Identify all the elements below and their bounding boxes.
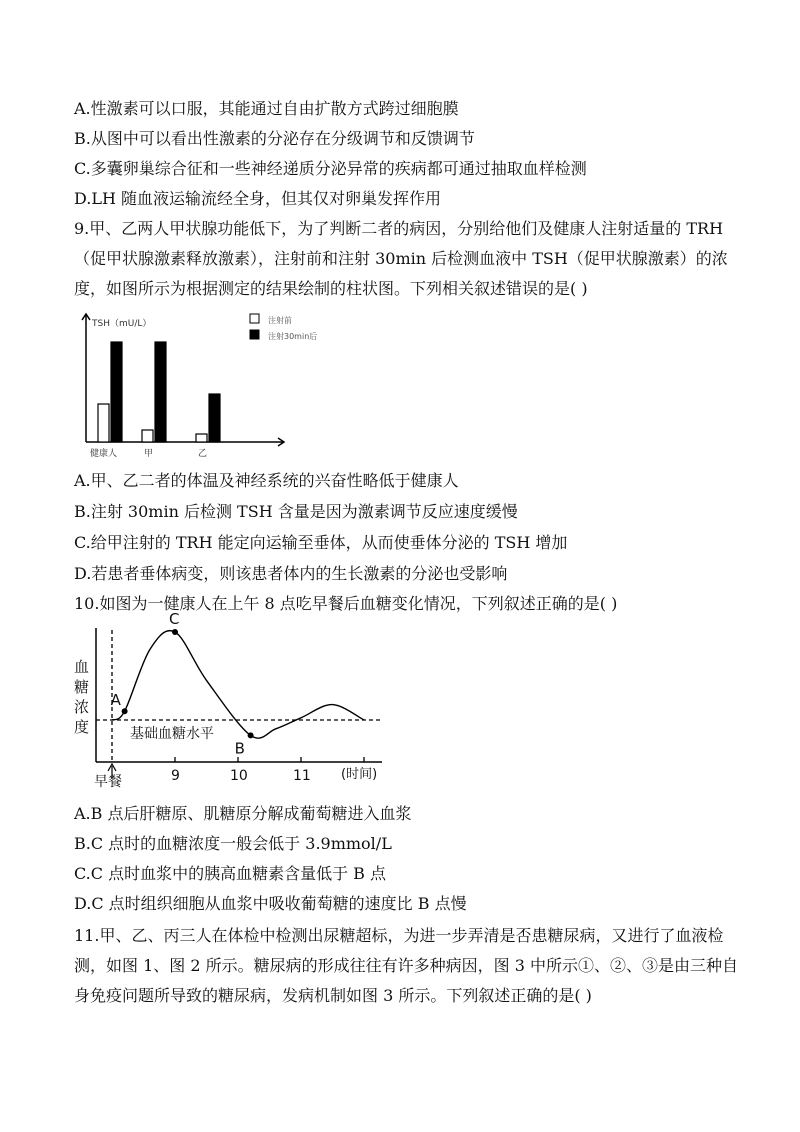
x-tick-label-9: 9 xyxy=(171,768,180,784)
y-axis-label-char-3: 度 xyxy=(74,718,90,736)
bar-after-1 xyxy=(155,342,166,442)
point-B xyxy=(248,732,254,738)
q9-option-b: B.注射 30min 后检测 TSH 含量是因为激素调节反应速度缓慢 xyxy=(74,502,518,521)
q9-option-d: D.若患者垂体病变，则该患者体内的生长激素的分泌也受影响 xyxy=(74,564,508,583)
x-tick-label-2: 乙 xyxy=(198,449,208,459)
q10-option-b: B.C 点时的血糖浓度一般会低于 3.9mmol/L xyxy=(74,834,392,853)
point-label-B: B xyxy=(234,739,245,758)
q10-stem: 10.如图为一健康人在上午 8 点吃早餐后血糖变化情况，下列叙述正确的是( ) xyxy=(74,594,618,613)
point-label-C: C xyxy=(169,610,180,628)
bar-after-0 xyxy=(111,342,122,442)
bar-after-2 xyxy=(209,394,220,442)
x-axis-end-label: (时间) xyxy=(341,767,378,782)
baseline-label: 基础血糖水平 xyxy=(130,726,214,742)
x-tick-label-11: 11 xyxy=(293,768,311,784)
bar-before-1 xyxy=(142,430,153,442)
q10-option-d: D.C 点时组织细胞从血浆中吸收葡萄糖的速度比 B 点慢 xyxy=(74,894,467,913)
q10-option-c: C.C 点时血浆中的胰高血糖素含量低于 B 点 xyxy=(74,864,387,883)
point-label-A: A xyxy=(110,691,121,710)
q9-option-c: C.给甲注射的 TRH 能定向运输至垂体，从而使垂体分泌的 TSH 增加 xyxy=(74,533,568,552)
y-axis-label: TSH（mU/L） xyxy=(92,319,152,329)
q10-option-a: A.B 点后肝糖原、肌糖原分解成葡萄糖进入血浆 xyxy=(74,804,412,823)
q9-stem-line2: （促甲状腺激素释放激素），注射前和注射 30min 后检测血液中 TSH（促甲状腺激素）的浓 xyxy=(74,249,728,268)
q8-option-d: D.LH 随血液运输流经全身，但其仅对卵巢发挥作用 xyxy=(74,189,442,208)
tsh-bar-chart xyxy=(70,300,318,470)
x-tick-label-1: 甲 xyxy=(144,449,154,459)
legend-label-0: 注射前 xyxy=(268,316,292,325)
glucose-line-chart xyxy=(70,610,390,790)
q11-stem-line2: 测，如图 1、图 2 所示。糖尿病的形成往往有许多种病因，图 3 中所示①、②、③是由三种自 xyxy=(74,956,738,975)
glucose-curve xyxy=(112,631,364,739)
legend-swatch-1 xyxy=(250,330,259,339)
x-tick-label-0: 健康人 xyxy=(90,449,118,459)
bar-before-2 xyxy=(196,434,207,442)
q11-stem-line3: 身免疫问题所导致的糖尿病，发病机制如图 3 所示。下列叙述正确的是( ) xyxy=(74,986,592,1005)
q9-option-a: A.甲、乙二者的体温及神经系统的兴奋性略低于健康人 xyxy=(74,471,459,490)
y-axis-label-char-1: 糖 xyxy=(74,678,90,696)
q8-option-b: B.从图中可以看出性激素的分泌存在分级调节和反馈调节 xyxy=(74,129,475,148)
q9-stem-line1: 9.甲、乙两人甲状腺功能低下，为了判断二者的病因，分别给他们及健康人注射适量的 TRH xyxy=(74,219,724,238)
legend-swatch-0 xyxy=(250,314,259,323)
point-C xyxy=(172,629,178,635)
legend-label-1: 注射30min后 xyxy=(268,332,318,341)
q9-stem-line3: 度，如图所示为根据测定的结果绘制的柱状图。下列相关叙述错误的是( ) xyxy=(74,279,588,298)
point-A xyxy=(122,708,128,714)
y-axis-label-char-2: 浓 xyxy=(74,698,90,716)
q8-option-a: A.性激素可以口服，其能通过自由扩散方式跨过细胞膜 xyxy=(74,99,459,118)
y-axis-label-char-0: 血 xyxy=(74,658,90,676)
q8-option-c: C.多囊卵巢综合征和一些神经递质分泌异常的疾病都可通过抽取血样检测 xyxy=(74,159,587,178)
x-tick-label-10: 10 xyxy=(230,768,248,784)
q11-stem-line1: 11.甲、乙、丙三人在体检中检测出尿糖超标，为进一步弄清是否患糖尿病，又进行了血液检 xyxy=(74,926,724,945)
x-tick-label-breakfast: 早餐 xyxy=(94,774,122,790)
bar-before-0 xyxy=(98,404,109,442)
